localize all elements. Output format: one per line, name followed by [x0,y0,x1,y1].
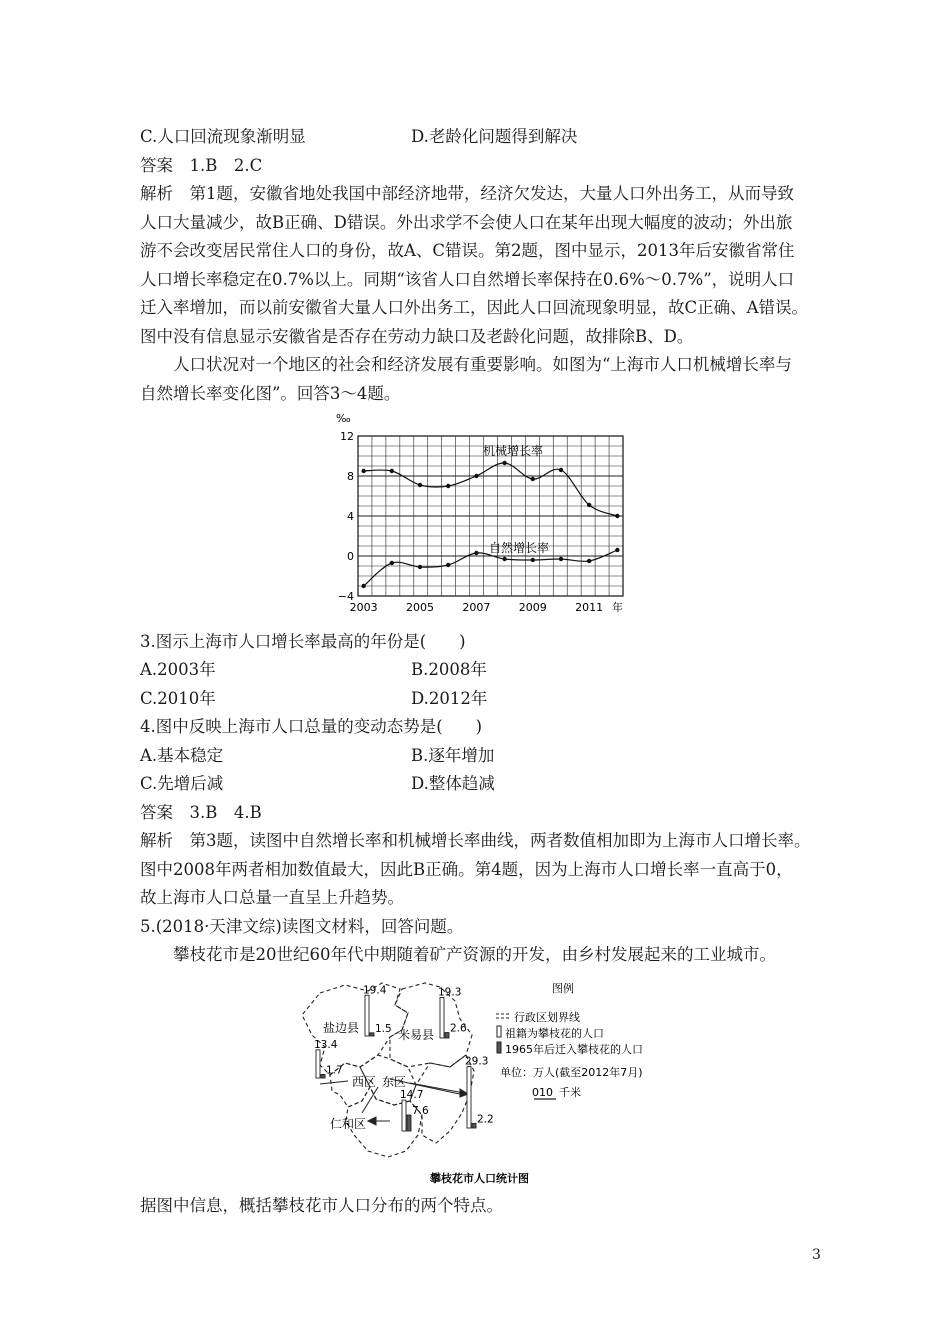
q5-stem: 5.(2018·天津文综)读图文材料，回答问题。 [140,917,464,936]
q3-option-c: C.2010年 [140,689,216,708]
map-caption: 攀枝花市人口统计图 [430,1172,529,1185]
data-point [390,561,394,565]
data-point [390,469,394,473]
y-tick-label: 8 [347,470,354,483]
native-population-bar [316,1050,320,1078]
data-point [559,557,563,561]
region-miyi: 米易县 [398,1028,435,1042]
data-point [559,468,563,472]
answer-1-2: 答案 1.B 2.C [140,156,263,175]
data-point [446,484,450,488]
legend-boundary: 行政区划界线 [514,1011,580,1024]
data-point [615,514,619,518]
growth-rate-chart [330,408,630,616]
migrant-population-bar [472,1123,476,1128]
data-point [502,461,506,465]
y-axis-ticks [338,430,354,603]
analysis-line: 故上海市人口总量一直呈上升趋势。 [140,888,404,907]
native-value-label: 13.4 [314,1038,338,1051]
migrant-legend-icon [497,1042,501,1053]
native-value-label: 14.7 [400,1089,424,1102]
q3-option-b: B.2008年 [411,660,487,679]
region-renhe: 仁和区 [330,1117,367,1131]
data-point [474,474,478,478]
y-unit-label: ‰ [336,412,351,425]
x-tick-label: 2003 [349,601,378,614]
native-legend-icon [497,1026,501,1037]
y-tick-label: 12 [340,430,354,443]
data-point [587,559,591,563]
data-point [418,483,422,487]
legend-migrant: 1965年后迁入攀枝花的人口 [505,1043,643,1056]
legend [496,981,643,1099]
native-value-label: 19.4 [363,984,387,997]
option-c: C.人口回流现象渐明显 [140,127,306,146]
legend-title: 图例 [552,982,574,995]
x-axis-unit: 年 [612,601,623,614]
data-point [474,551,478,555]
q4-stem: 4.图中反映上海市人口总量的变动态势是( ) [140,717,483,736]
page-number: 3 [812,1247,821,1263]
data-point [502,557,506,561]
option-d: D.老龄化问题得到解决 [411,127,578,146]
analysis-line: 解析 第1题，安徽省地处我国中部经济地带，经济欠发达，大量人口外出务工，从而导致 [140,184,794,203]
analysis-line: 图中2008年两者相加数值最大，因此B正确。第4题，因为上海市人口增长率一直高于0， [140,860,793,879]
analysis-line: 图中没有信息显示安徽省是否存在劳动力缺口及老龄化问题，故排除B、D。 [140,327,694,346]
q5-question: 据图中信息，概括攀枝花市人口分布的两个特点。 [140,1196,503,1215]
intro-line: 自然增长率变化图”。回答3～4题。 [140,384,401,403]
native-population-bar [365,995,369,1036]
migrant-value-label: 1.7 [326,1064,343,1077]
migrant-value-label: 1.5 [375,1022,392,1035]
analysis-line: 人口增长率稳定在0.7%以上。同期“该省人口自然增长率保持在0.6%～0.7%”，说明人口 [140,270,795,289]
migrant-population-bar [321,1074,325,1078]
q4-option-a: A.基本稳定 [140,746,224,765]
migrant-value-label: 7.6 [412,1105,429,1118]
migrant-population-bar [445,1033,449,1038]
x-tick-label: 2011 [575,601,604,614]
data-point [587,503,591,507]
scale-ten: 10 [539,1086,553,1099]
x-tick-label: 2009 [518,601,547,614]
data-point [615,548,619,552]
series-label-mechanical: 机械增长率 [483,444,544,458]
natural-growth-line [364,550,618,586]
x-tick-label: 2007 [462,601,491,614]
q5-material: 攀枝花市是20世纪60年代中期随着矿产资源的开发，由乡村发展起来的工业城市。 [140,945,776,964]
scale-unit: 千米 [559,1086,581,1099]
analysis-line: 解析 第3题，读图中自然增长率和机械增长率曲线，两者数值相加即为上海市人口增长率。 [140,831,811,850]
x-axis-ticks [350,600,623,614]
q4-option-c: C.先增后减 [140,774,224,793]
region-dongqu: 东区 [382,1075,407,1089]
native-population-bar [440,997,444,1038]
region-xiqu: 西区 [352,1075,377,1089]
analysis-line: 人口大量减少，故B正确、D错误。外出求学不会使人口在某年出现大幅度的波动；外出旅 [140,213,793,232]
native-population-bar [467,1066,471,1128]
data-point [531,558,535,562]
q3-stem: 3.图示上海市人口增长率最高的年份是( ) [140,632,466,651]
data-point [531,477,535,481]
analysis-line: 游不会改变居民常住人口的身份，故A、C错误。第2题，图中显示，2013年后安徽省常住 [140,241,795,260]
answer-3-4: 答案 3.B 4.B [140,803,262,822]
q4-option-d: D.整体趋减 [411,774,495,793]
panzhihua-population-map [290,975,670,1187]
population-bars [314,984,494,1131]
q3-option-d: D.2012年 [411,689,488,708]
region-yanbian: 盐边县 [323,1021,360,1035]
legend-native: 祖籍为攀枝花的人口 [505,1027,604,1040]
data-point [446,563,450,567]
series-label-natural: 自然增长率 [489,541,550,555]
migrant-value-label: 2.2 [477,1113,494,1126]
data-point [361,584,365,588]
x-tick-label: 2005 [406,601,435,614]
y-tick-label: 0 [347,550,354,563]
y-tick-label: −4 [337,590,354,603]
data-point [361,469,365,473]
native-value-label: 19.3 [438,986,462,999]
legend-unit: 单位：万人(截至2012年7月) [500,1066,643,1079]
migrant-population-bar [407,1115,411,1131]
migrant-population-bar [370,1033,374,1036]
y-tick-label: 4 [347,510,354,523]
migrant-value-label: 2.6 [450,1022,467,1035]
native-population-bar [402,1100,406,1131]
scale-zero: 0 [532,1086,539,1099]
q3-option-a: A.2003年 [140,660,216,679]
chart-series [361,461,619,588]
intro-line: 人口状况对一个地区的社会和经济发展有重要影响。如图为“上海市人口机械增长率与 [140,355,792,374]
chart-grid [358,436,623,596]
analysis-line: 迁入率增加，而以前安徽省大量人口外出务工，因此人口回流现象明显，故C正确、A错误。 [140,298,809,317]
q4-option-b: B.逐年增加 [411,746,495,765]
data-point [418,565,422,569]
native-value-label: 29.3 [465,1055,489,1068]
mechanical-growth-line [364,463,618,516]
